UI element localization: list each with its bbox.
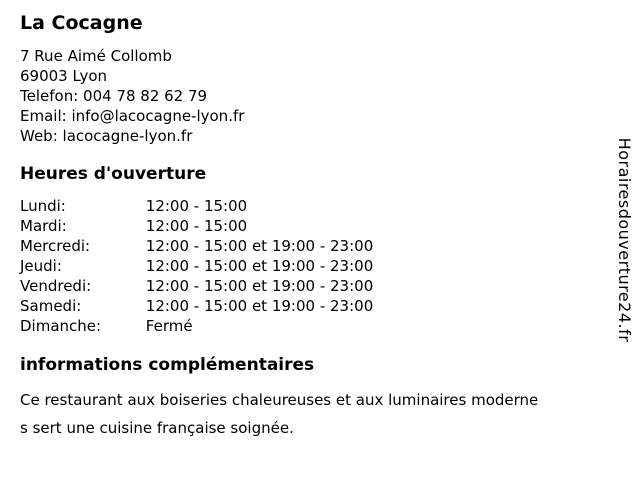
description-line: s sert une cuisine française soignée.: [20, 419, 294, 437]
hours-day-label: Vendredi:: [20, 277, 92, 295]
hours-times-value: 12:00 - 15:00: [145, 217, 248, 235]
hours-row-friday: [20, 276, 612, 296]
hours-row-saturday: [20, 296, 612, 316]
hours-day-label: Dimanche:: [20, 317, 102, 335]
hours-times-value: 12:00 - 15:00 et 19:00 - 23:00: [145, 277, 374, 295]
hours-row-tuesday: [20, 216, 612, 236]
opening-hours-table: [20, 196, 612, 336]
phone-line: Telefon: 004 78 82 62 79: [20, 87, 208, 105]
business-info-page: [20, 12, 612, 442]
description-paragraph: [20, 386, 612, 442]
hours-day-label: Mercredi:: [20, 237, 91, 255]
hours-row-wednesday: [20, 236, 612, 256]
hours-times-value: 12:00 - 15:00: [145, 197, 248, 215]
hours-times-value: Fermé: [145, 317, 193, 335]
description-line: Ce restaurant aux boiseries chaleureuses et aux luminaires moderne: [20, 391, 539, 409]
additional-info-heading: informations complémentaires: [20, 355, 315, 375]
hours-day-label: Jeudi:: [20, 257, 62, 275]
watermark-site-name: Horairesdouverture24.fr: [615, 137, 634, 343]
hours-day-label: Samedi:: [20, 297, 82, 315]
hours-row-thursday: [20, 256, 612, 276]
hours-times-value: 12:00 - 15:00 et 19:00 - 23:00: [145, 257, 374, 275]
opening-hours-heading: Heures d'ouverture: [20, 164, 207, 184]
hours-times-value: 12:00 - 15:00 et 19:00 - 23:00: [145, 237, 374, 255]
hours-day-label: Mardi:: [20, 217, 67, 235]
hours-times-value: 12:00 - 15:00 et 19:00 - 23:00: [145, 297, 374, 315]
email-line: Email: info@lacocagne-lyon.fr: [20, 107, 245, 125]
hours-row-monday: [20, 196, 612, 216]
page-title: La Cocagne: [20, 12, 143, 34]
web-line: Web: lacocagne-lyon.fr: [20, 127, 193, 145]
contact-block: [20, 46, 612, 146]
address-city: 69003 Lyon: [20, 67, 108, 85]
address-street: 7 Rue Aimé Collomb: [20, 47, 172, 65]
hours-day-label: Lundi:: [20, 197, 66, 215]
hours-row-sunday: [20, 316, 612, 336]
